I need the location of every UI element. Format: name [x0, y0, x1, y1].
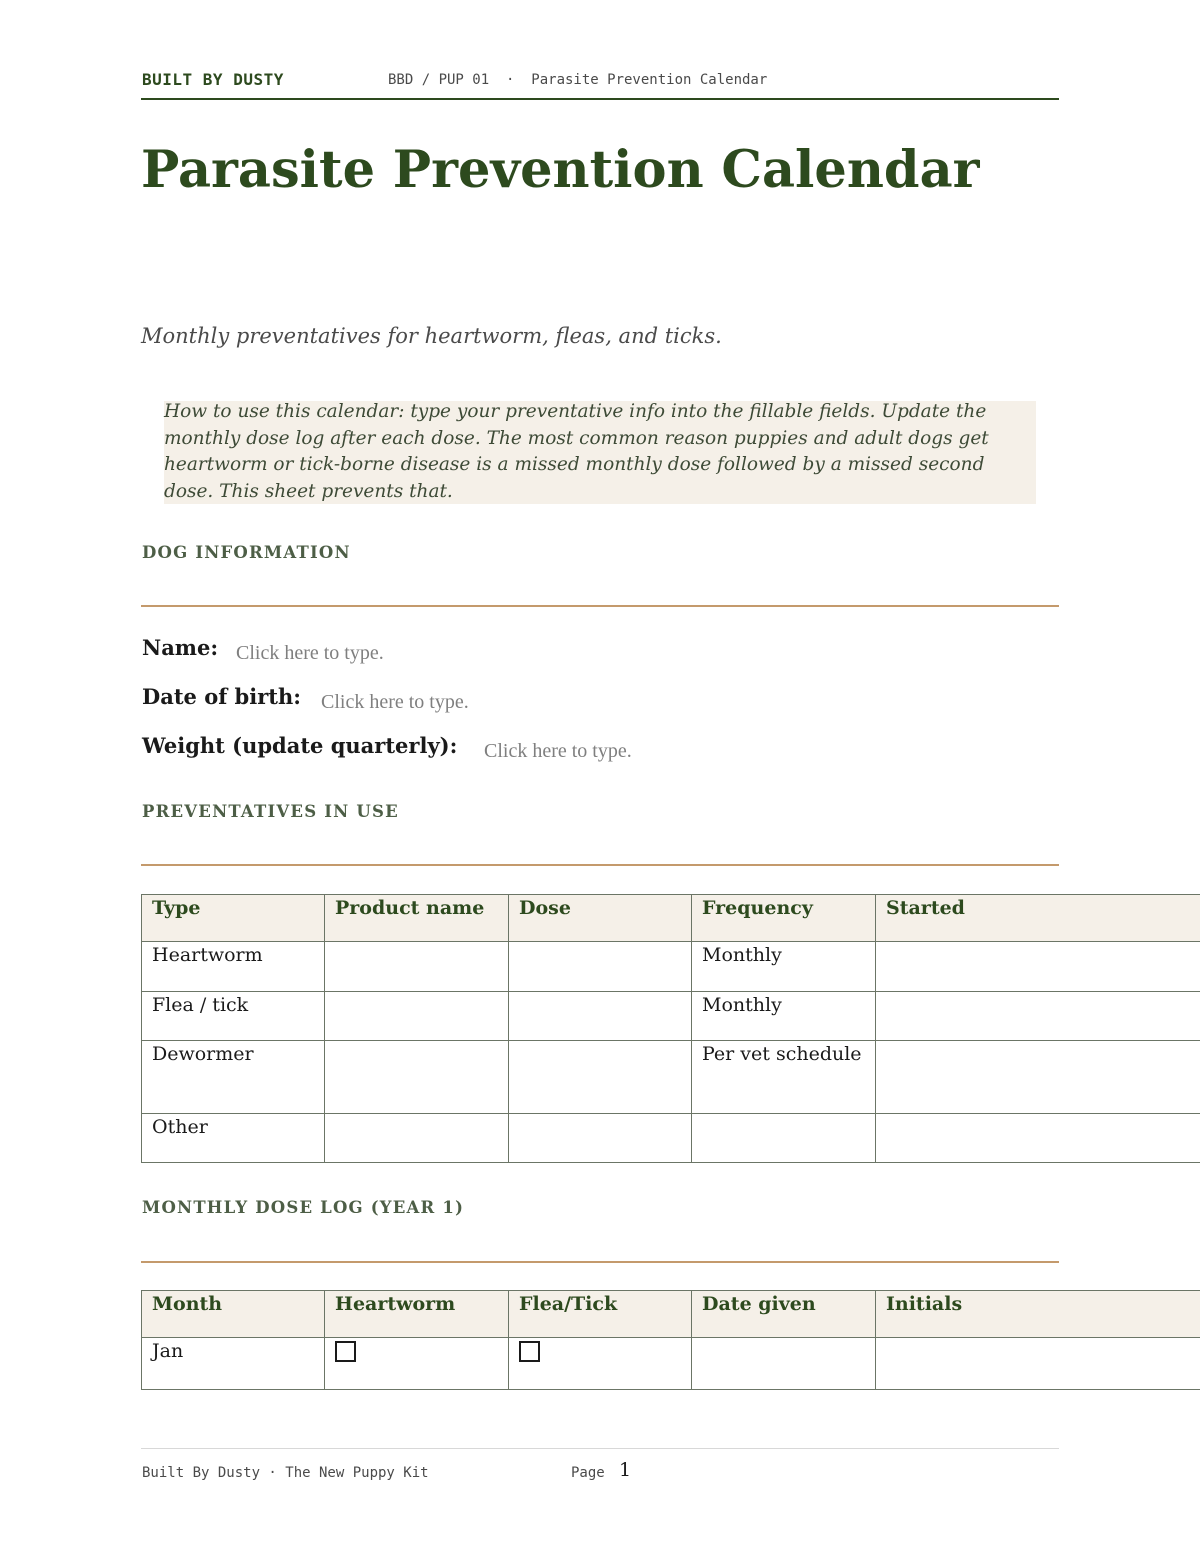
- table-header-row: [142, 1291, 1200, 1338]
- section-divider-preventatives: [141, 864, 1059, 866]
- column-header-date-given: Date given: [692, 1291, 876, 1338]
- cell-type: Dewormer: [142, 1041, 325, 1114]
- cell-month: Jan: [142, 1338, 325, 1390]
- cell-product-name[interactable]: [325, 1041, 509, 1114]
- cell-type: Other: [142, 1114, 325, 1163]
- heartworm-checkbox[interactable]: [335, 1341, 356, 1362]
- cell-product-name[interactable]: [325, 992, 509, 1041]
- cell-dose[interactable]: [509, 942, 692, 992]
- section-heading-preventatives: PREVENTATIVES IN USE: [142, 802, 399, 821]
- cell-type: Flea / tick: [142, 992, 325, 1041]
- table-header-row: [142, 895, 1200, 942]
- column-header-dose: Dose: [509, 895, 692, 942]
- column-header-month: Month: [142, 1291, 325, 1338]
- cell-frequency: Per vet schedule: [692, 1041, 876, 1114]
- column-header-flea-tick: Flea/Tick: [509, 1291, 692, 1338]
- footer-brand: Built By Dusty · The New Puppy Kit: [142, 1465, 429, 1481]
- header-document-code: BBD / PUP 01 · Parasite Prevention Calendar: [388, 72, 768, 88]
- cell-started[interactable]: [876, 1114, 1200, 1163]
- table-row: [142, 1041, 1200, 1114]
- cell-type: Heartworm: [142, 942, 325, 992]
- dose-log-table: [141, 1290, 1200, 1390]
- flea-tick-checkbox[interactable]: [519, 1341, 540, 1362]
- column-header-started: Started: [876, 895, 1200, 942]
- header-brand: BUILT BY DUSTY: [142, 70, 284, 89]
- table-row: [142, 992, 1200, 1041]
- name-field[interactable]: [236, 642, 496, 665]
- cell-started[interactable]: [876, 942, 1200, 992]
- date-of-birth-field[interactable]: [321, 691, 581, 714]
- table-row: [142, 942, 1200, 992]
- cell-frequency[interactable]: [692, 1114, 876, 1163]
- column-header-type: Type: [142, 895, 325, 942]
- table-row: [142, 1114, 1200, 1163]
- column-header-product-name: Product name: [325, 895, 509, 942]
- footer-page-number: 1: [619, 1459, 632, 1481]
- preventatives-table: [141, 894, 1200, 1163]
- column-header-initials: Initials: [876, 1291, 1200, 1338]
- cell-frequency: Monthly: [692, 992, 876, 1041]
- section-heading-dose-log: MONTHLY DOSE LOG (YEAR 1): [142, 1198, 465, 1217]
- cell-dose[interactable]: [509, 992, 692, 1041]
- weight-field[interactable]: [484, 740, 744, 763]
- field-label-name: Name:: [142, 635, 219, 660]
- cell-dose[interactable]: [509, 1041, 692, 1114]
- cell-product-name[interactable]: [325, 942, 509, 992]
- header-divider: [141, 98, 1059, 100]
- cell-dose[interactable]: [509, 1114, 692, 1163]
- cell-started[interactable]: [876, 992, 1200, 1041]
- cell-product-name[interactable]: [325, 1114, 509, 1163]
- section-heading-dog-information: DOG INFORMATION: [142, 543, 351, 562]
- page-subtitle: Monthly preventatives for heartworm, fleas, and ticks.: [141, 324, 722, 348]
- page-title: Parasite Prevention Calendar: [141, 140, 980, 200]
- footer-page-label: Page: [571, 1465, 605, 1481]
- section-divider-dog-information: [141, 605, 1059, 607]
- cell-heartworm: [325, 1338, 509, 1390]
- column-header-frequency: Frequency: [692, 895, 876, 942]
- field-label-weight: Weight (update quarterly):: [142, 733, 458, 758]
- footer-divider: [141, 1448, 1059, 1449]
- cell-flea-tick: [509, 1338, 692, 1390]
- section-divider-dose-log: [141, 1261, 1059, 1263]
- table-row: [142, 1338, 1200, 1390]
- cell-frequency: Monthly: [692, 942, 876, 992]
- cell-date-given[interactable]: [692, 1338, 876, 1390]
- instructions-text: How to use this calendar: type your preventative info into the fillable fields. Update the monthly dose log after each dose. The most common reason puppies and adult dogs get heartworm or tick-borne disease is a missed monthly dose followed by a missed second dose. This sheet prevents that.: [164, 401, 989, 502]
- cell-started[interactable]: [876, 1041, 1200, 1114]
- column-header-heartworm: Heartworm: [325, 1291, 509, 1338]
- field-label-date-of-birth: Date of birth:: [142, 684, 301, 709]
- cell-initials[interactable]: [876, 1338, 1200, 1390]
